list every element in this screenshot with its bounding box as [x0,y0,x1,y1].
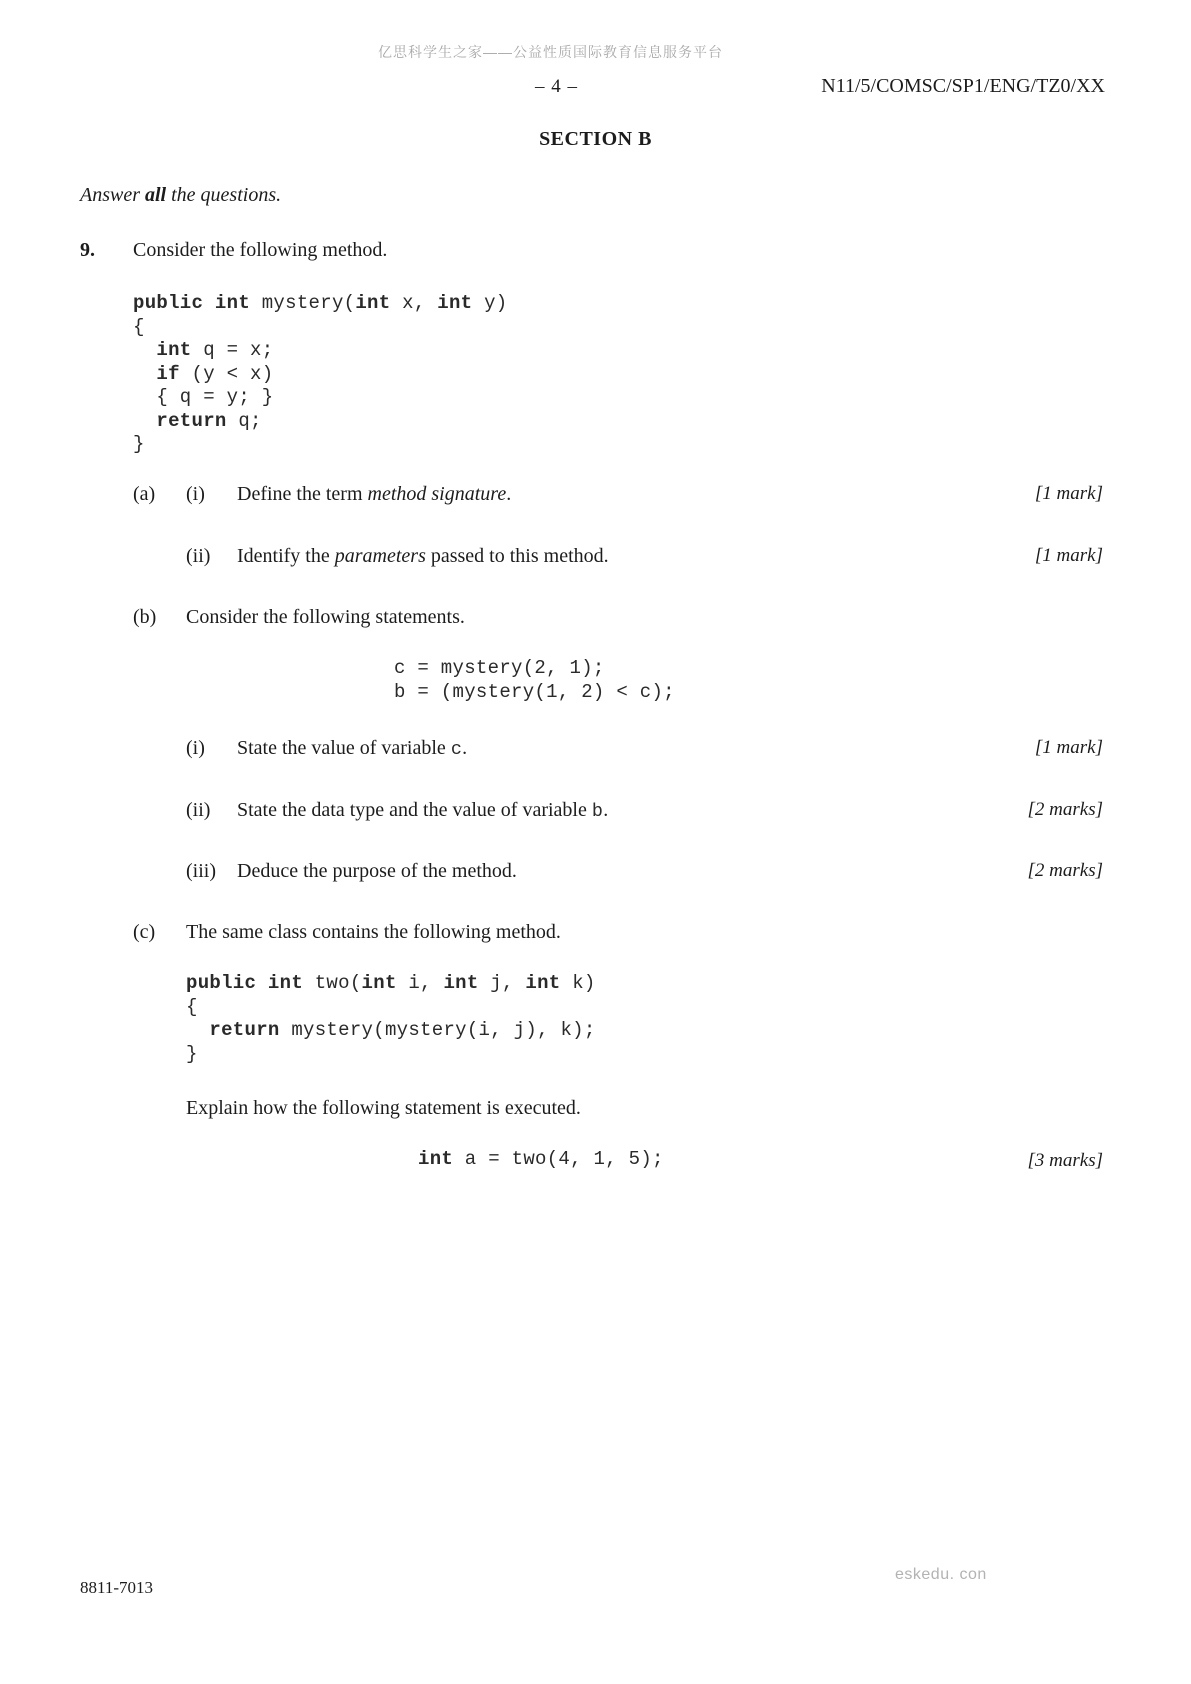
roman-label-iii: (iii) [186,860,216,882]
section-title: SECTION B [539,128,652,150]
roman-label-i: (i) [186,483,205,505]
code-block-two: public int two(int i, int j, int k) { return mystery(mystery(i, j), k); } [186,972,596,1065]
question-number: 9. [80,239,95,261]
question-b-iii-text: Deduce the purpose of the method. [237,860,517,882]
page-number: – 4 – [535,76,578,97]
code-final-statement: int a = two(4, 1, 5); [418,1148,664,1170]
site-watermark: eskedu. con [895,1566,987,1583]
question-a-ii [133,543,1103,569]
question-9-intro [80,237,1103,263]
question-b-text: Consider the following statements. [186,606,465,628]
watermark-text: 亿思科学生之家——公益性质国际教育信息服务平台 [378,44,723,60]
question-a-i-text: Define the term method signature. [237,483,512,505]
part-label-b: (b) [133,606,157,628]
question-intro-text: Consider the following method. [133,239,388,261]
roman-label-ii: (ii) [186,545,211,567]
question-b-i [133,735,1103,763]
code-block-mystery: public int mystery(int x, int y) { int q = x; if (y < x) { q = y; } return q; } [133,292,508,455]
paper-code: N11/5/COMSC/SP1/ENG/TZ0/XX [821,75,1105,97]
marks-final: [3 marks] [1027,1150,1103,1171]
explain-statement-text: Explain how the following statement is executed. [186,1097,581,1119]
marks-b-ii: [2 marks] [1027,799,1103,820]
question-c-text: The same class contains the following method. [186,921,561,943]
final-statement-row [133,1148,1103,1174]
question-b-i-text: State the value of variable c. [237,737,468,760]
marks-a-i: [1 mark] [1034,483,1103,504]
code-block-statements: c = mystery(2, 1); b = (mystery(1, 2) < c); [394,657,675,703]
part-label-c: (c) [133,921,156,943]
question-a-i [133,481,1103,507]
question-c-intro [133,919,1103,945]
marks-a-ii: [1 mark] [1034,545,1103,566]
part-label-a: (a) [133,483,156,505]
instructions-line: Answer all the questions. [80,184,282,206]
question-a-ii-text: Identify the parameters passed to this method. [237,545,609,567]
question-b-ii [133,797,1103,825]
paper-serial-number: 8811-7013 [80,1578,154,1597]
question-b-ii-text: State the data type and the value of variable b. [237,799,609,822]
question-b-intro [133,604,1103,630]
roman-label-ii: (ii) [186,799,211,821]
marks-b-i: [1 mark] [1034,737,1103,758]
roman-label-i: (i) [186,737,205,759]
marks-b-iii: [2 marks] [1027,860,1103,881]
question-b-iii [133,858,1103,884]
